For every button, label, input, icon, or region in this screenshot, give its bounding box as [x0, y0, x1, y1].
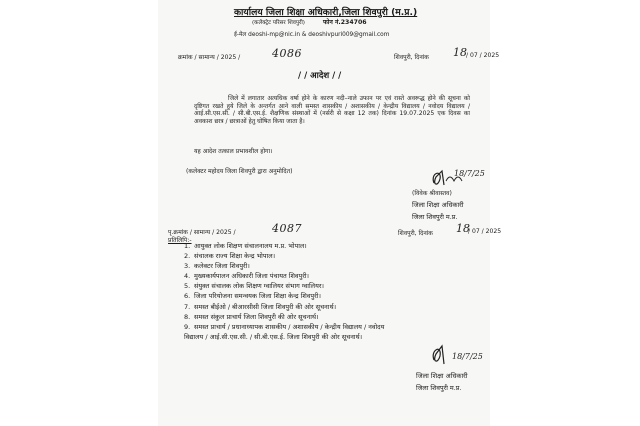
order-body: जिले में लगातार अत्यधिक वर्षा होने के कारण नदी–नाले उफान पर एवं रास्ते अवरूद्ध होने की सूचना को दृष्टिगत रखते हुये जिले के अन्तर्गत आने वाली समस्त शासकीय / अशासकीय / केन्द्रीय विद्यालय / नवोदय विद्यालय / आई.सी.एस.सी. / सी.बी.एस.ई. शैक्षणिक संस्थाओं में (नर्सरी से कक्षा 12 तक) दिनांक 19.07.2025 एक दिवस का अवकाश छात्र / छात्राओं हेतु घोषित किया जाता है।: [194, 95, 470, 125]
office-title: कार्यालय जिला शिक्षा अधिकारी,जिला शिवपुरी (म.प्र.): [234, 7, 418, 18]
officer-title: जिला शिक्षा अधिकारी: [412, 201, 464, 209]
copy-signature-date: 18/7/25: [452, 352, 483, 361]
order-date-handwritten: 18: [453, 46, 467, 59]
copy-date-suffix: / 07 / 2025: [468, 228, 502, 235]
list-item: 2. संचालक राज्य शिक्षा केन्द्र भोपाल।: [184, 252, 276, 261]
list-item: 4. मुख्यकार्यपालन अधिकारी जिला पंचायत शिवपुरी।: [184, 272, 310, 281]
copy-to-label: प्रतिलिपि:-: [168, 237, 192, 244]
office-address: (कलेक्ट्रेट परिसर शिवपुरी): [252, 20, 305, 26]
copy-officer-place: जिला शिवपुरी म.प्र.: [416, 384, 462, 392]
copy-place-date: शिवपुरी, दिनांक: [398, 230, 433, 237]
order-heading: / / आदेश / /: [298, 71, 342, 81]
order-place-date: शिवपुरी, दिनांक: [394, 54, 429, 61]
order-document: [158, 0, 502, 426]
office-email: ई-मेल deoshi-mp@nic.in & deoshivpuri009@gmail.com: [234, 32, 390, 38]
recipient-list: [184, 241, 384, 342]
copy-order-number-handwritten: 4087: [272, 222, 302, 235]
officer-place: जिला शिवपुरी म.प्र.: [412, 213, 458, 221]
list-item: 6. जिला परियोजना समन्वयक जिला शिक्षा केन्द्र शिवपुरी।: [184, 292, 321, 301]
list-item: 3. कलेक्टर जिला शिवपुरी।: [184, 262, 250, 271]
copy-date-handwritten: 18: [456, 222, 470, 235]
list-item: 8. समस्त संकुल प्राचार्य जिला शिवपुरी की ओर सूचनार्थ।: [184, 312, 319, 321]
copy-order-number: पृ.क्रमांक / सामान्य / 2025 /: [168, 229, 236, 236]
list-item: 9. समस्त प्राचार्य / प्रधानाध्यापक शासकीय / अशासकीय / केन्द्रीय विद्यालय / नवोदय: [184, 322, 385, 331]
order-date-suffix: / 07 / 2025: [466, 52, 500, 59]
order-number: क्रमांक / सामान्य / 2025 /: [178, 54, 241, 61]
list-item: 1. आयुक्त लोक शिक्षण संचालनालय म.प्र. भोपाल।: [184, 242, 307, 250]
list-item: 7. समस्त बीईओ / बीआरसीसी जिला शिवपुरी की ओर सूचनार्थ।: [184, 302, 337, 311]
officer-name: (विवेक श्रीवास्तव): [412, 190, 452, 197]
signature-date: 18/7/25: [454, 169, 485, 178]
office-phone: फोन नं.234706: [323, 19, 367, 26]
approval-note: (कलेक्टर महोदय जिला शिवपुरी द्वारा अनुमोदित): [186, 168, 293, 175]
list-item-continuation: विद्यालय / आई.सी.एस.सी. / सी.बी.एस.ई. जिला शिवपुरी की ओर सूचनार्थ।: [184, 332, 363, 341]
copy-officer-title: जिला शिक्षा अधिकारी: [416, 372, 468, 380]
list-item: 5. संयुक्त संचालक लोक शिक्षण ग्वालियर संभाग ग्वालियर।: [184, 282, 324, 291]
order-effect-line: यह आदेश तत्काल प्रभावशील होगा।: [194, 148, 273, 155]
order-number-handwritten: 4086: [272, 47, 302, 60]
